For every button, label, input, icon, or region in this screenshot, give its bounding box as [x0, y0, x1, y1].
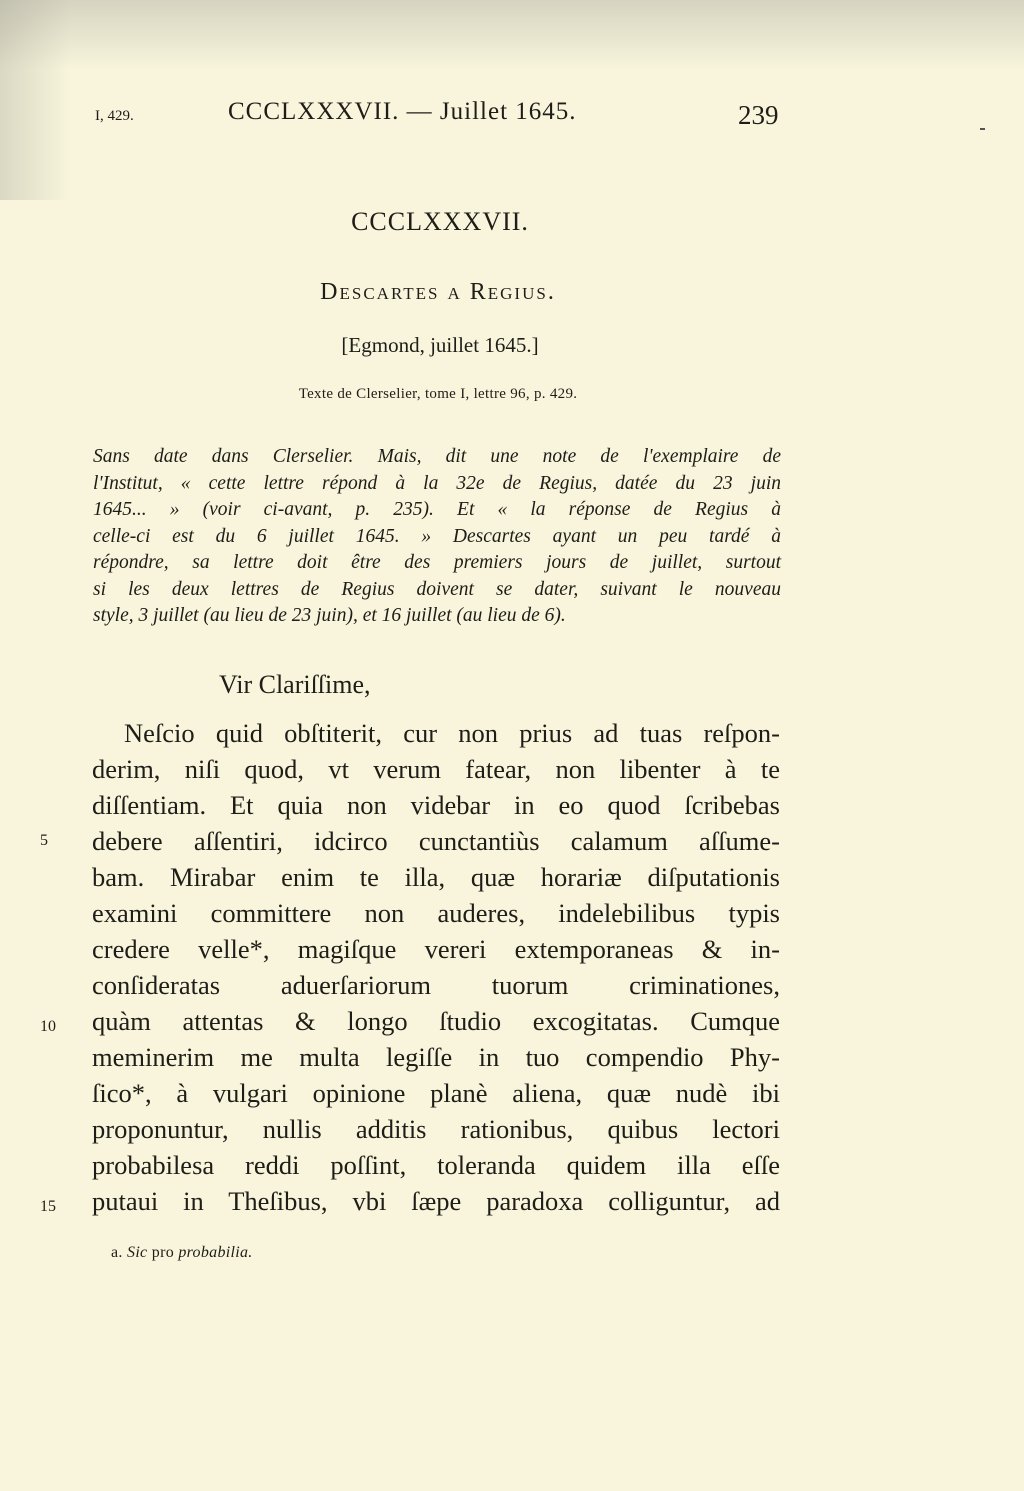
body-line: probabilesa reddi poſſint, toleranda quidem illa eſſe [92, 1150, 780, 1180]
note-line: répondre, sa lettre doit être des premiers jours de juillet, surtout [93, 552, 781, 573]
body-line: diſſentiam. Et quia non videbar in eo quod ſcribebas [92, 790, 780, 820]
letter-title: Descartes a Regius. [320, 279, 556, 305]
body-line: credere velle*, magiſque vereri extemporaneas & in- [92, 934, 780, 964]
letter-place-date: [Egmond, juillet 1645.] [341, 333, 539, 357]
note-line: si les deux lettres de Regius doivent se dater, suivant le nouveau [93, 578, 781, 600]
body-line: conſideratas aduerſariorum tuorum criminationes, [92, 970, 780, 1000]
line-number-15: 15 [40, 1198, 56, 1215]
line-number-5: 5 [40, 832, 48, 849]
note-line: 1645... » (voir ci-avant, p. 235). Et « la réponse de Regius à [93, 499, 781, 520]
line-number-10: 10 [40, 1018, 56, 1035]
body-line: proponuntur, nullis additis rationibus, quibus lectori [92, 1114, 780, 1144]
footnote-word: probabilia. [178, 1244, 253, 1261]
footnote [111, 1244, 253, 1262]
body-line: putaui in Theſibus, vbi ſæpe paradoxa colliguntur, ad [92, 1186, 780, 1216]
running-head-reference: I, 429. [95, 108, 134, 124]
note-line: Sans date dans Clerselier. Mais, dit une note de l'exemplaire de [93, 446, 781, 467]
body-line: debere aſſentiri, idcirco cunctantiùs calamum aſſume- [92, 826, 780, 856]
note-line: style, 3 juillet (au lieu de 23 juin), et 16 juillet (au lieu de 6). [93, 605, 566, 626]
footnote-sic: Sic [127, 1244, 148, 1261]
scan-mark [980, 128, 985, 130]
body-line: Neſcio quid obſtiterit, cur non prius ad tuas reſpon- [124, 718, 780, 748]
note-line: l'Institut, « cette lettre répond à la 32e de Regius, datée du 23 juin [93, 472, 781, 494]
body-line: meminerim me multa legiſſe in tuo compendio Phy- [92, 1042, 780, 1072]
page-number: 239 [738, 100, 779, 130]
editorial-note [93, 444, 781, 630]
footnote-marker: a. [111, 1244, 123, 1261]
body-line: derim, niſi quod, vt verum fatear, non libenter à te [92, 754, 780, 784]
body-line: ſico*, à vulgari opinione planè aliena, quæ nudè ibi [92, 1078, 780, 1108]
body-line: examini committere non auderes, indelebilibus typis [92, 898, 780, 928]
letter-number: CCCLXXXVII. [351, 207, 529, 236]
source-note: Texte de Clerselier, tome I, lettre 96, p. 429. [298, 386, 578, 402]
letter-body [92, 715, 780, 1219]
running-head-title: CCCLXXXVII. — Juillet 1645. [228, 98, 577, 125]
scan-shadow-top [0, 0, 1024, 70]
body-line: quàm attentas & longo ſtudio excogitatas. Cumque [92, 1006, 780, 1036]
scan-shadow-left [0, 0, 70, 200]
body-line: bam. Mirabar enim te illa, quæ horariæ diſputationis [92, 862, 780, 892]
footnote-pro: pro [151, 1244, 175, 1261]
note-line: celle-ci est du 6 juillet 1645. » Descartes ayant un peu tardé à [93, 525, 781, 547]
salutation: Vir Clariſſime, [219, 670, 371, 699]
